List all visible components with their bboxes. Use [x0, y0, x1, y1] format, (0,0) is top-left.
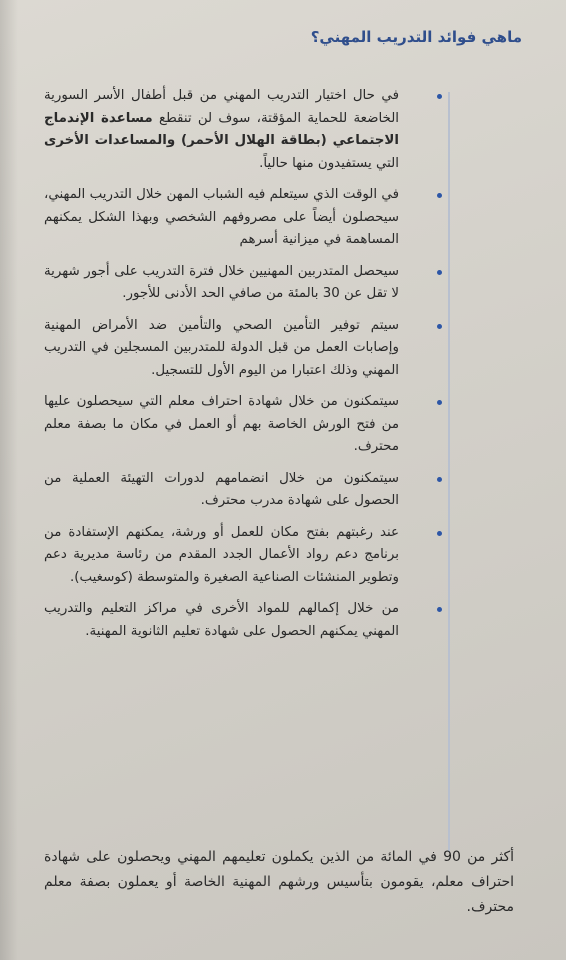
benefits-list [44, 85, 399, 652]
page-shadow-edge [0, 0, 18, 960]
benefit-text: سيحصل المتدربين المهنيين خلال فترة التدريب على أجور شهرية لا تقل عن 30 بالمئة من صافي الحد الأدنى للأجور. [44, 263, 399, 301]
bullet-dot-icon [437, 531, 442, 536]
benefit-item [44, 598, 399, 643]
bullet-dot-icon [437, 477, 442, 482]
bullet-dot-icon [437, 193, 442, 198]
benefit-text: من خلال إكمالهم للمواد الأخرى في مراكز التعليم والتدريب المهني يمكنهم الحصول على شهادة تعليم الثانوية المهنية. [44, 601, 399, 639]
benefit-text: في الوقت الذي سيتعلم فيه الشباب المهن خلال التدريب المهني، سيحصلون أيضاً على مصروفهم الشخصي وبهذا الشكل يمكنهم المساهمة في ميزانية أسرهم [44, 187, 399, 247]
benefit-item [44, 391, 399, 459]
benefit-text: سيتمكنون من خلال شهادة احتراف معلم التي سيحصلون عليها من فتح الورش الخاصة بهم أو العمل في مكان ما بصفة معلم محترف. [44, 394, 399, 454]
benefit-text: في حال اختيار التدريب المهني من قبل أطفال الأسر السورية الخاضعة للحماية المؤقتة، سوف لن تنقطع [44, 88, 399, 126]
summary-paragraph: أكثر من 90 في المائة من الذين يكملون تعليمهم المهني ويحصلون على شهادة احتراف معلم، يقومون بتأسيس ورشهم المهنية الخاصة أو يعملون بصفة معلم محترف. [44, 849, 515, 915]
decorative-vertical-rule [448, 92, 450, 852]
bullet-dot-icon [437, 94, 442, 99]
benefit-text: التي يستفيدون منها حالياً. [259, 155, 399, 171]
benefit-text-bold: مساعدة الإندماج الاجتماعي (بطاقة الهلال الأحمر) والمساعدات الأخرى [44, 110, 399, 148]
benefit-text: سيتمكنون من خلال انضمامهم لدورات التهيئة العملية من الحصول على شهادة مدرب محترف. [44, 470, 399, 508]
benefit-item [44, 315, 399, 383]
bullet-dot-icon [437, 324, 442, 329]
bullet-dot-icon [437, 270, 442, 275]
bullet-dot-icon [437, 400, 442, 405]
benefit-text: عند رغبتهم بفتح مكان للعمل أو ورشة، يمكنهم الإستفادة من برنامج دعم رواد الأعمال الجدد المقدم من رئاسة مديرية دعم وتطوير المنشئات الصناعية الصغيرة والمتوسطة (كوسغيب). [44, 524, 399, 585]
bullet-dot-icon [437, 607, 442, 612]
benefit-item [44, 85, 399, 175]
benefit-item [44, 468, 399, 513]
section-heading: ماهي فوائد التدريب المهني؟ [310, 28, 522, 46]
benefit-item [44, 522, 399, 590]
benefit-item [44, 184, 399, 252]
benefit-text: سيتم توفير التأمين الصحي والتأمين ضد الأمراض المهنية وإصابات العمل من قبل الدولة للمتدربين المسجلين في التدريب المهني وذلك اعتبارا من اليوم الأول للتسجيل. [44, 317, 399, 378]
benefit-item [44, 261, 399, 306]
